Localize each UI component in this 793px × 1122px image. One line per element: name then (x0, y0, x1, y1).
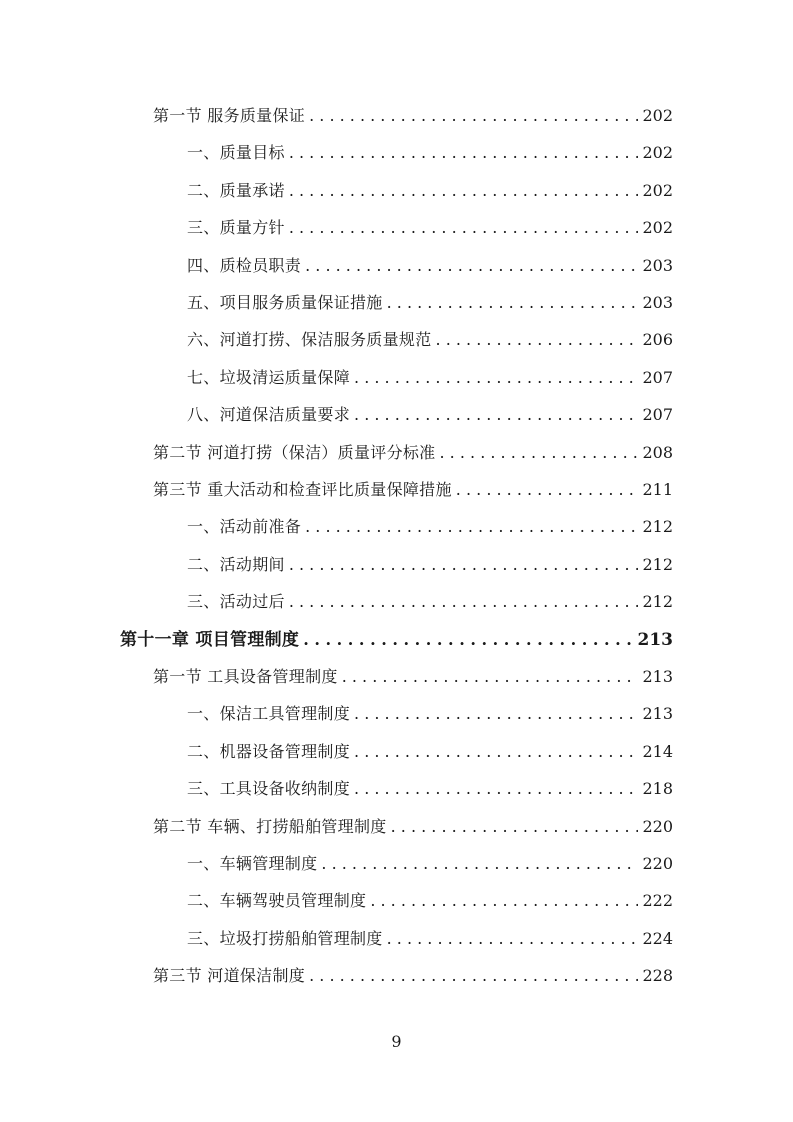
toc-leader-dots (289, 550, 639, 580)
toc-entry-label: 三、活动过后 (187, 592, 285, 612)
toc-entry-label: 二、活动期间 (187, 554, 285, 574)
toc-entry-label: 第三节 河道保洁制度 (153, 966, 306, 986)
toc-entry-label: 三、垃圾打捞船舶管理制度 (187, 928, 383, 948)
toc-entry-section[interactable] (153, 101, 673, 131)
toc-entry-label: 第一节 服务质量保证 (153, 106, 306, 125)
toc-entry-label: 二、车辆驾驶员管理制度 (187, 891, 367, 911)
toc-entry-page: 207 (642, 367, 673, 387)
toc-entry-page: 224 (642, 928, 673, 948)
toc-entry-item[interactable] (187, 924, 673, 954)
toc-entry-label: 一、保洁工具管理制度 (187, 704, 351, 724)
toc-entry-item[interactable] (187, 774, 673, 804)
toc-entry-label: 二、机器设备管理制度 (187, 741, 351, 761)
toc-leader-dots (309, 961, 638, 991)
toc-leader-dots (309, 101, 638, 131)
toc-leader-dots (321, 849, 638, 879)
toc-entry-label: 七、垃圾清运质量保障 (187, 367, 351, 387)
toc-leader-dots (354, 699, 638, 729)
toc-entry-page: 203 (642, 255, 673, 275)
toc-entry-item[interactable] (187, 587, 673, 617)
toc-leader-dots (303, 625, 633, 655)
toc-entry-page: 212 (642, 554, 673, 574)
toc-leader-dots (289, 213, 639, 243)
toc-entry-page: 212 (642, 592, 673, 612)
toc-entry-item[interactable] (187, 251, 673, 281)
toc-entry-chapter[interactable] (120, 625, 673, 655)
toc-entry-label: 第三节 重大活动和检查评比质量保障措施 (153, 480, 452, 499)
toc-entry-item[interactable] (187, 849, 673, 879)
toc-entry-page: 214 (642, 741, 673, 761)
toc-entry-item[interactable] (187, 176, 673, 206)
toc-entry-section[interactable] (153, 475, 673, 505)
toc-entry-label: 五、项目服务质量保证措施 (187, 293, 383, 312)
toc-entry-item[interactable] (187, 400, 673, 430)
toc-leader-dots (370, 886, 638, 916)
toc-entry-label: 一、质量目标 (187, 143, 285, 163)
toc-entry-label: 四、质检员职责 (187, 255, 302, 275)
toc-leader-dots (354, 737, 638, 767)
toc-entry-label: 一、车辆管理制度 (187, 854, 318, 873)
toc-leader-dots (289, 138, 639, 168)
toc-entry-page: 218 (642, 779, 673, 799)
toc-entry-label: 八、河道保洁质量要求 (187, 405, 351, 425)
toc-entry-page: 213 (642, 704, 673, 724)
toc-entry-item[interactable] (187, 363, 673, 393)
toc-leader-dots (354, 400, 638, 430)
toc-entry-label: 三、工具设备收纳制度 (187, 779, 351, 799)
toc-entry-section[interactable] (153, 812, 673, 842)
toc-entry-label: 一、活动前准备 (187, 517, 302, 537)
toc-entry-item[interactable] (187, 213, 673, 243)
toc-entry-label: 六、河道打捞、保洁服务质量规范 (187, 330, 432, 350)
toc-entry-label: 第二节 车辆、打捞船舶管理制度 (153, 816, 387, 836)
toc-entry-page: 212 (642, 517, 673, 537)
toc-entry-page: 208 (642, 442, 673, 462)
toc-leader-dots (305, 251, 638, 281)
toc-entry-item[interactable] (187, 138, 673, 168)
toc-entry-page: 213 (637, 629, 673, 650)
toc-entry-label: 第一节 工具设备管理制度 (153, 667, 338, 686)
toc-entry-page: 213 (642, 667, 673, 686)
toc-entry-page: 203 (642, 293, 673, 312)
toc-entry-page: 220 (642, 854, 673, 873)
toc-entry-label: 第十一章 项目管理制度 (120, 629, 300, 650)
toc-leader-dots (305, 512, 638, 542)
toc-entry-page: 220 (642, 816, 673, 836)
toc-entry-section[interactable] (153, 961, 673, 991)
toc-entry-section[interactable] (153, 662, 673, 692)
toc-entry-page: 228 (642, 966, 673, 986)
toc-entry-page: 202 (642, 180, 673, 200)
page-number: 9 (391, 1032, 402, 1051)
toc-leader-dots (354, 774, 638, 804)
toc-entry-label: 三、质量方针 (187, 218, 285, 238)
toc-entry-section[interactable] (153, 438, 673, 468)
toc-entry-item[interactable] (187, 886, 673, 916)
toc-entry-page: 207 (642, 405, 673, 425)
toc-entry-page: 211 (642, 480, 673, 499)
toc-entry-page: 202 (642, 218, 673, 238)
toc-leader-dots (391, 812, 639, 842)
toc-entry-label: 二、质量承诺 (187, 180, 285, 200)
toc-entry-item[interactable] (187, 737, 673, 767)
toc-leader-dots (440, 438, 639, 468)
toc-entry-item[interactable] (187, 325, 673, 355)
toc-entry-page: 202 (642, 143, 673, 163)
toc-entry-item[interactable] (187, 550, 673, 580)
toc-leader-dots (456, 475, 639, 505)
toc-leader-dots (289, 587, 639, 617)
toc-leader-dots (342, 662, 639, 692)
toc-entry-item[interactable] (187, 288, 673, 318)
toc-entry-label: 第二节 河道打捞（保洁）质量评分标准 (153, 442, 436, 462)
toc-leader-dots (289, 176, 639, 206)
toc-leader-dots (387, 288, 639, 318)
toc-entry-page: 202 (642, 106, 673, 125)
toc-entry-item[interactable] (187, 512, 673, 542)
toc-entry-page: 206 (642, 330, 673, 350)
toc-entry-item[interactable] (187, 699, 673, 729)
toc-entry-page: 222 (642, 891, 673, 911)
toc-leader-dots (436, 325, 639, 355)
toc-leader-dots (387, 924, 639, 954)
toc-leader-dots (354, 363, 638, 393)
